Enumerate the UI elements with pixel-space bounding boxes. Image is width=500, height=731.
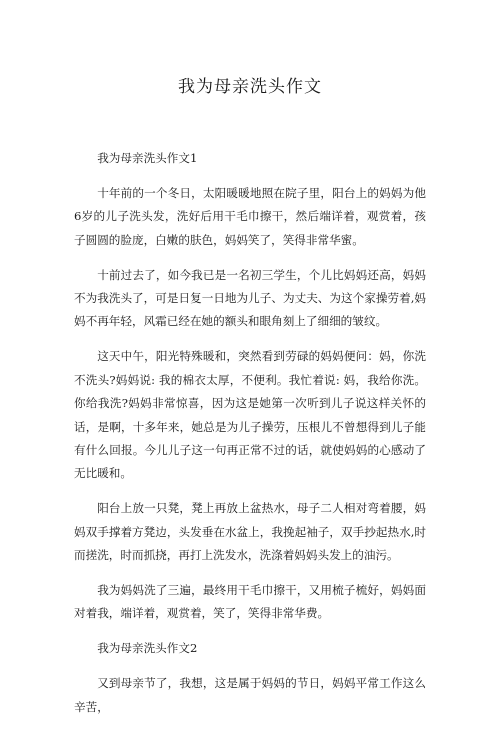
paragraph: 十年前的一个冬日，太阳暖暖地照在院子里，阳台上的妈妈为他6岁的儿子洗头发，洗好后用干毛巾擦干，然后端详着，观赏着，孩子圆圆的脸庞，白嫩的肤色，妈妈笑了，笑得非常华蜜。 bbox=[74, 185, 426, 247]
paragraph: 又到母亲节了，我想，这是属于妈妈的节日，妈妈平常工作这么辛苦， bbox=[74, 676, 426, 714]
section-heading-1: 我为母亲洗头作文1 bbox=[97, 151, 198, 165]
document-title: 我为母亲洗头作文 bbox=[178, 77, 322, 97]
paragraph: 十前过去了，如今我已是一名初三学生，个儿比妈妈还高，妈妈不为我洗头了，可是日复一日地为儿子、为丈夫、为这个家操劳着,妈妈不再年轻，风霜已经在她的额头和眼角刻上了细细的皱纹。 bbox=[74, 267, 426, 329]
document-body bbox=[74, 147, 426, 731]
paragraph: 阳台上放一只凳，凳上再放上盆热水，母子二人相对弯着腰，妈妈双手撑着方凳边，头发垂在水盆上，我挽起袖子，双手抄起热水,时而搓洗，时而抓挠，再打上洗发水，洗涤着妈妈头发上的油污。 bbox=[74, 501, 426, 563]
paragraph: 这天中午，阳光特殊暖和，突然看到劳碌的妈妈便问：妈，你洗不洗头?妈妈说: 我的棉衣太厚，不便利。我忙着说: 妈，我给你洗。你给我洗?妈妈非常惊喜，因为这是她第一次听到儿子说这样关怀的话，是啊，十多年来，她总是为儿子操劳，压根儿不曾想得到儿子能有什么回报。今儿儿子这一句再正常不过的话，就使妈妈的心感动了无比暖和。 bbox=[74, 349, 426, 481]
paragraph: 我为妈妈洗了三遍，最终用干毛巾擦干，又用梳子梳好，妈妈面对着我，端详着，观赏着，笑了，笑得非常华费。 bbox=[74, 583, 426, 621]
section-heading-2: 我为母亲洗头作文2 bbox=[97, 641, 198, 656]
